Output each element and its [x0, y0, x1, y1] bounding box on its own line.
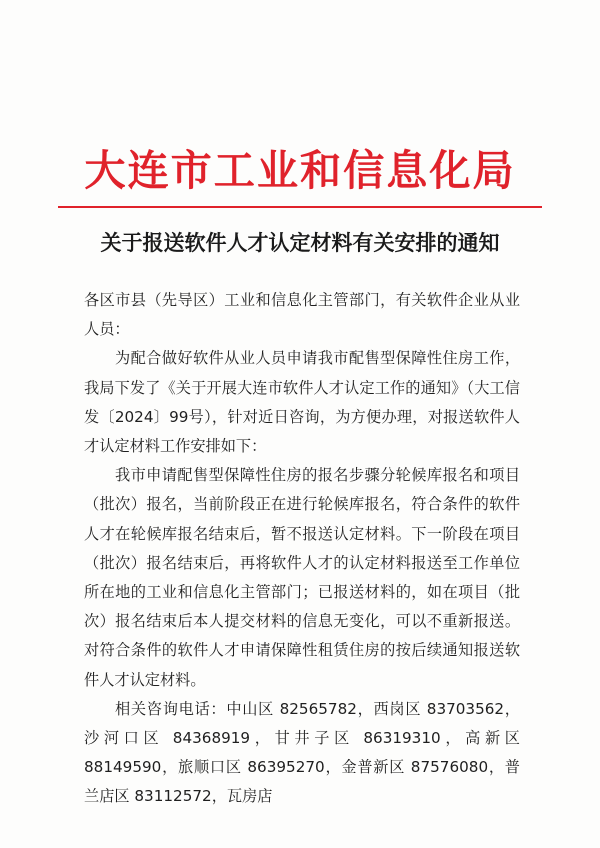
paragraph-contacts: 相关咨询电话：中山区 82565782，西岗区 83703562，沙河口区 84368919，甘井子区 86319310，高新区 88149590，旅顺口区 86395270，金普新区 87576080，普兰店区 83112572，瓦房店 [84, 699, 520, 806]
salutation: 各区市县（先导区）工业和信息化主管部门，有关软件企业从业人员： [84, 291, 520, 339]
red-divider-line [58, 206, 542, 208]
issuing-authority-header: 大连市工业和信息化局 [84, 146, 516, 195]
notice-title: 关于报送软件人才认定材料有关安排的通知 [100, 230, 500, 255]
paragraph-arrangement: 我市申请配售型保障性住房的报名步骤分轮候库报名和项目（批次）报名，当前阶段正在进行轮候库报名，符合条件的软件人才在轮候库报名结束后，暂不报送认定材料。下一阶段在项目（批次）报名结束后，再将软件人才的认定材料报送至工作单位所在地的工业和信息化主管部门；已报送材料的，如在项目（批次）报名结束后本人提交材料的信息无变化，可以不重新报送。对符合条件的软件人才申请保障性租赁住房的按后续通知报送软件人才认定材料。 [84, 466, 520, 689]
paragraph-intro: 为配合做好软件从业人员申请我市配售型保障性住房工作，我局下发了《关于开展大连市软件人才认定工作的通知》（大工信发〔2024〕99号），针对近日咨询，为方便办理，对报送软件人才认定材料工作安排如下： [84, 349, 520, 456]
notice-body [84, 286, 520, 812]
